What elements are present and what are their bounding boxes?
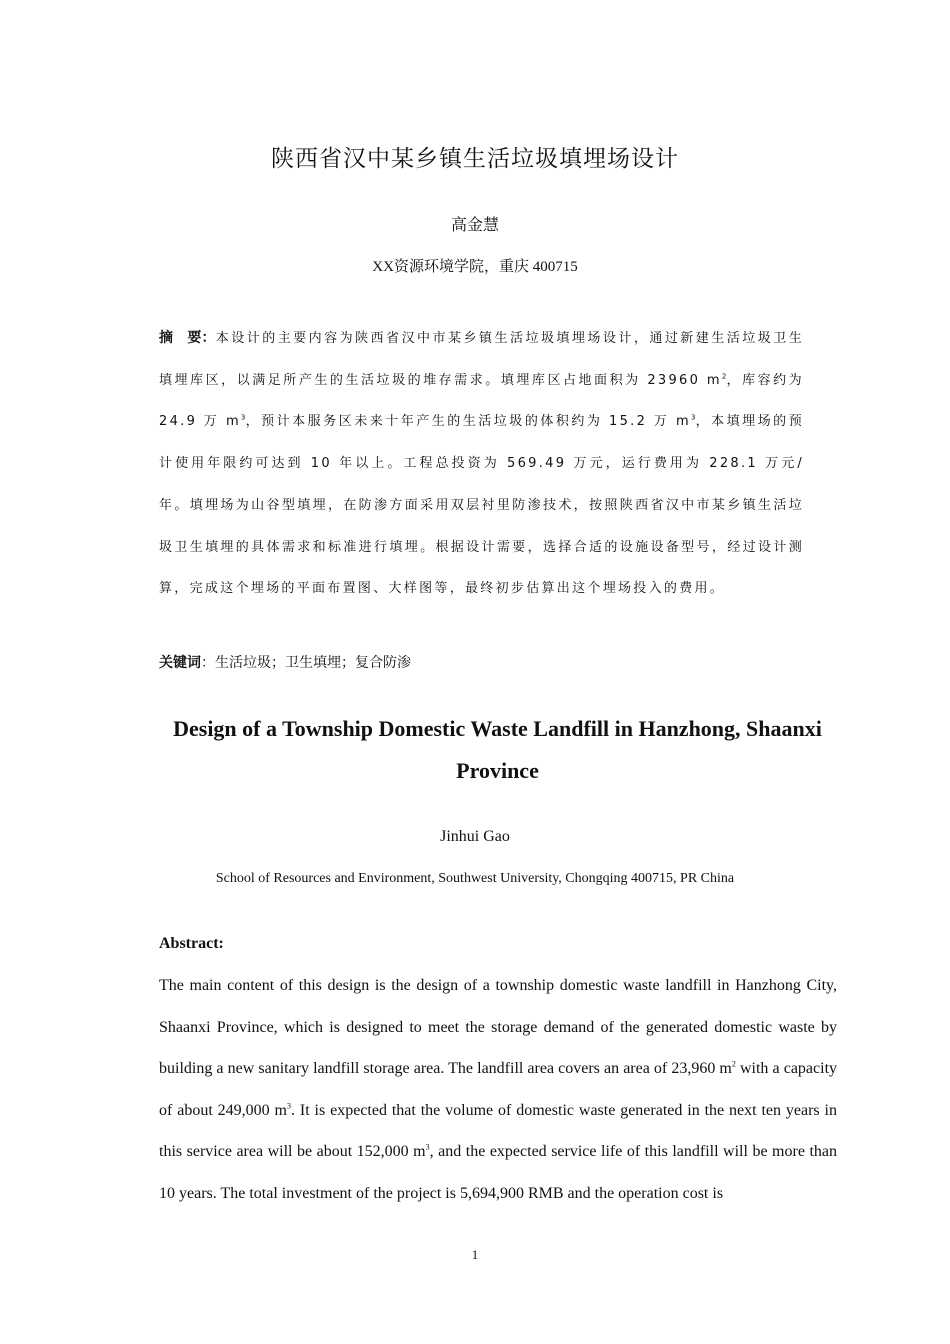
chinese-abstract-text-2: ，库容约为 24.9 万 m: [159, 372, 804, 430]
chinese-abstract-text-3: ，预计本服务区未来十年产生的生活垃圾的体积约为 15.2 万 m: [245, 414, 691, 430]
page-number: 1: [471, 1247, 479, 1262]
english-affiliation: School of Resources and Environment, Southwest University, Chongqing 400715, PR China: [215, 871, 735, 886]
chinese-abstract-label: 摘 要：: [159, 330, 216, 346]
chinese-author: 高金慧: [450, 215, 499, 234]
english-abstract-sup-2: 3: [286, 1101, 291, 1111]
chinese-abstract-text-4: ，本填埋场的预计使用年限约可达到 10 年以上。工程总投资为 569.49 万元，运行费用为 228.1 万元/年。填埋场为山谷型填埋，在防渗方面采用双层衬里防渗技术，按照陕西省汉中市某乡镇生活垃圾卫生填埋的具体需求和标准进行填埋。根据设计需要，选择合适的设施设备型号，经过设计测算，完成这个埋场的平面布置图、大样图等，最终初步估算出这个埋场投入的费用。: [159, 414, 804, 597]
english-abstract-text-3: . It is expected that the volume of domestic waste generated in the next ten years in this service area will be about 152,000 m: [159, 1101, 837, 1161]
english-abstract-sup-1: 2: [731, 1059, 736, 1069]
chinese-abstract-sup-1: 2: [721, 372, 727, 381]
english-abstract-text-1: The main content of this design is the design of a township domestic waste landfill in Hanzhong City, Shaanxi Province, which is designed to meet the storage demand of the generated domestic waste by building a new sanitary landfill storage area. The landfill area covers an area of 23,960 m: [159, 977, 837, 1078]
english-abstract-text-4: , and the expected service life of this landfill will be more than 10 years. The total investment of the project is 5,694,900 RMB and the operation cost is: [159, 1143, 837, 1202]
chinese-abstract-sup-2: 3: [240, 414, 246, 423]
chinese-affiliation: XX资源环境学院，重庆 400715: [372, 259, 578, 275]
chinese-abstract: [159, 318, 804, 610]
chinese-keywords-label: 关键词: [159, 655, 201, 671]
chinese-title: 陕西省汉中某乡镇生活垃圾填埋场设计: [271, 146, 679, 172]
english-author: Jinhui Gao: [440, 828, 510, 845]
english-title: Design of a Township Domestic Waste Landfill in Hanzhong, Shaanxi Province: [173, 716, 822, 783]
chinese-keywords: [159, 652, 804, 672]
chinese-keywords-text: 生活垃圾；卫生填埋；复合防渗: [215, 655, 411, 671]
chinese-keywords-colon: ：: [201, 655, 215, 671]
chinese-abstract-sup-3: 3: [690, 414, 696, 423]
english-abstract-sup-3: 3: [425, 1143, 430, 1153]
english-abstract-label: Abstract:: [159, 935, 224, 952]
english-abstract: [159, 965, 837, 1215]
chinese-abstract-text-1: 本设计的主要内容为陕西省汉中市某乡镇生活垃圾填埋场设计，通过新建生活垃圾卫生填埋库区，以满足所产生的生活垃圾的堆存需求。填埋库区占地面积为 23960 m: [159, 331, 805, 388]
english-abstract-text-2: with a capacity of about 249,000 m: [159, 1060, 838, 1119]
